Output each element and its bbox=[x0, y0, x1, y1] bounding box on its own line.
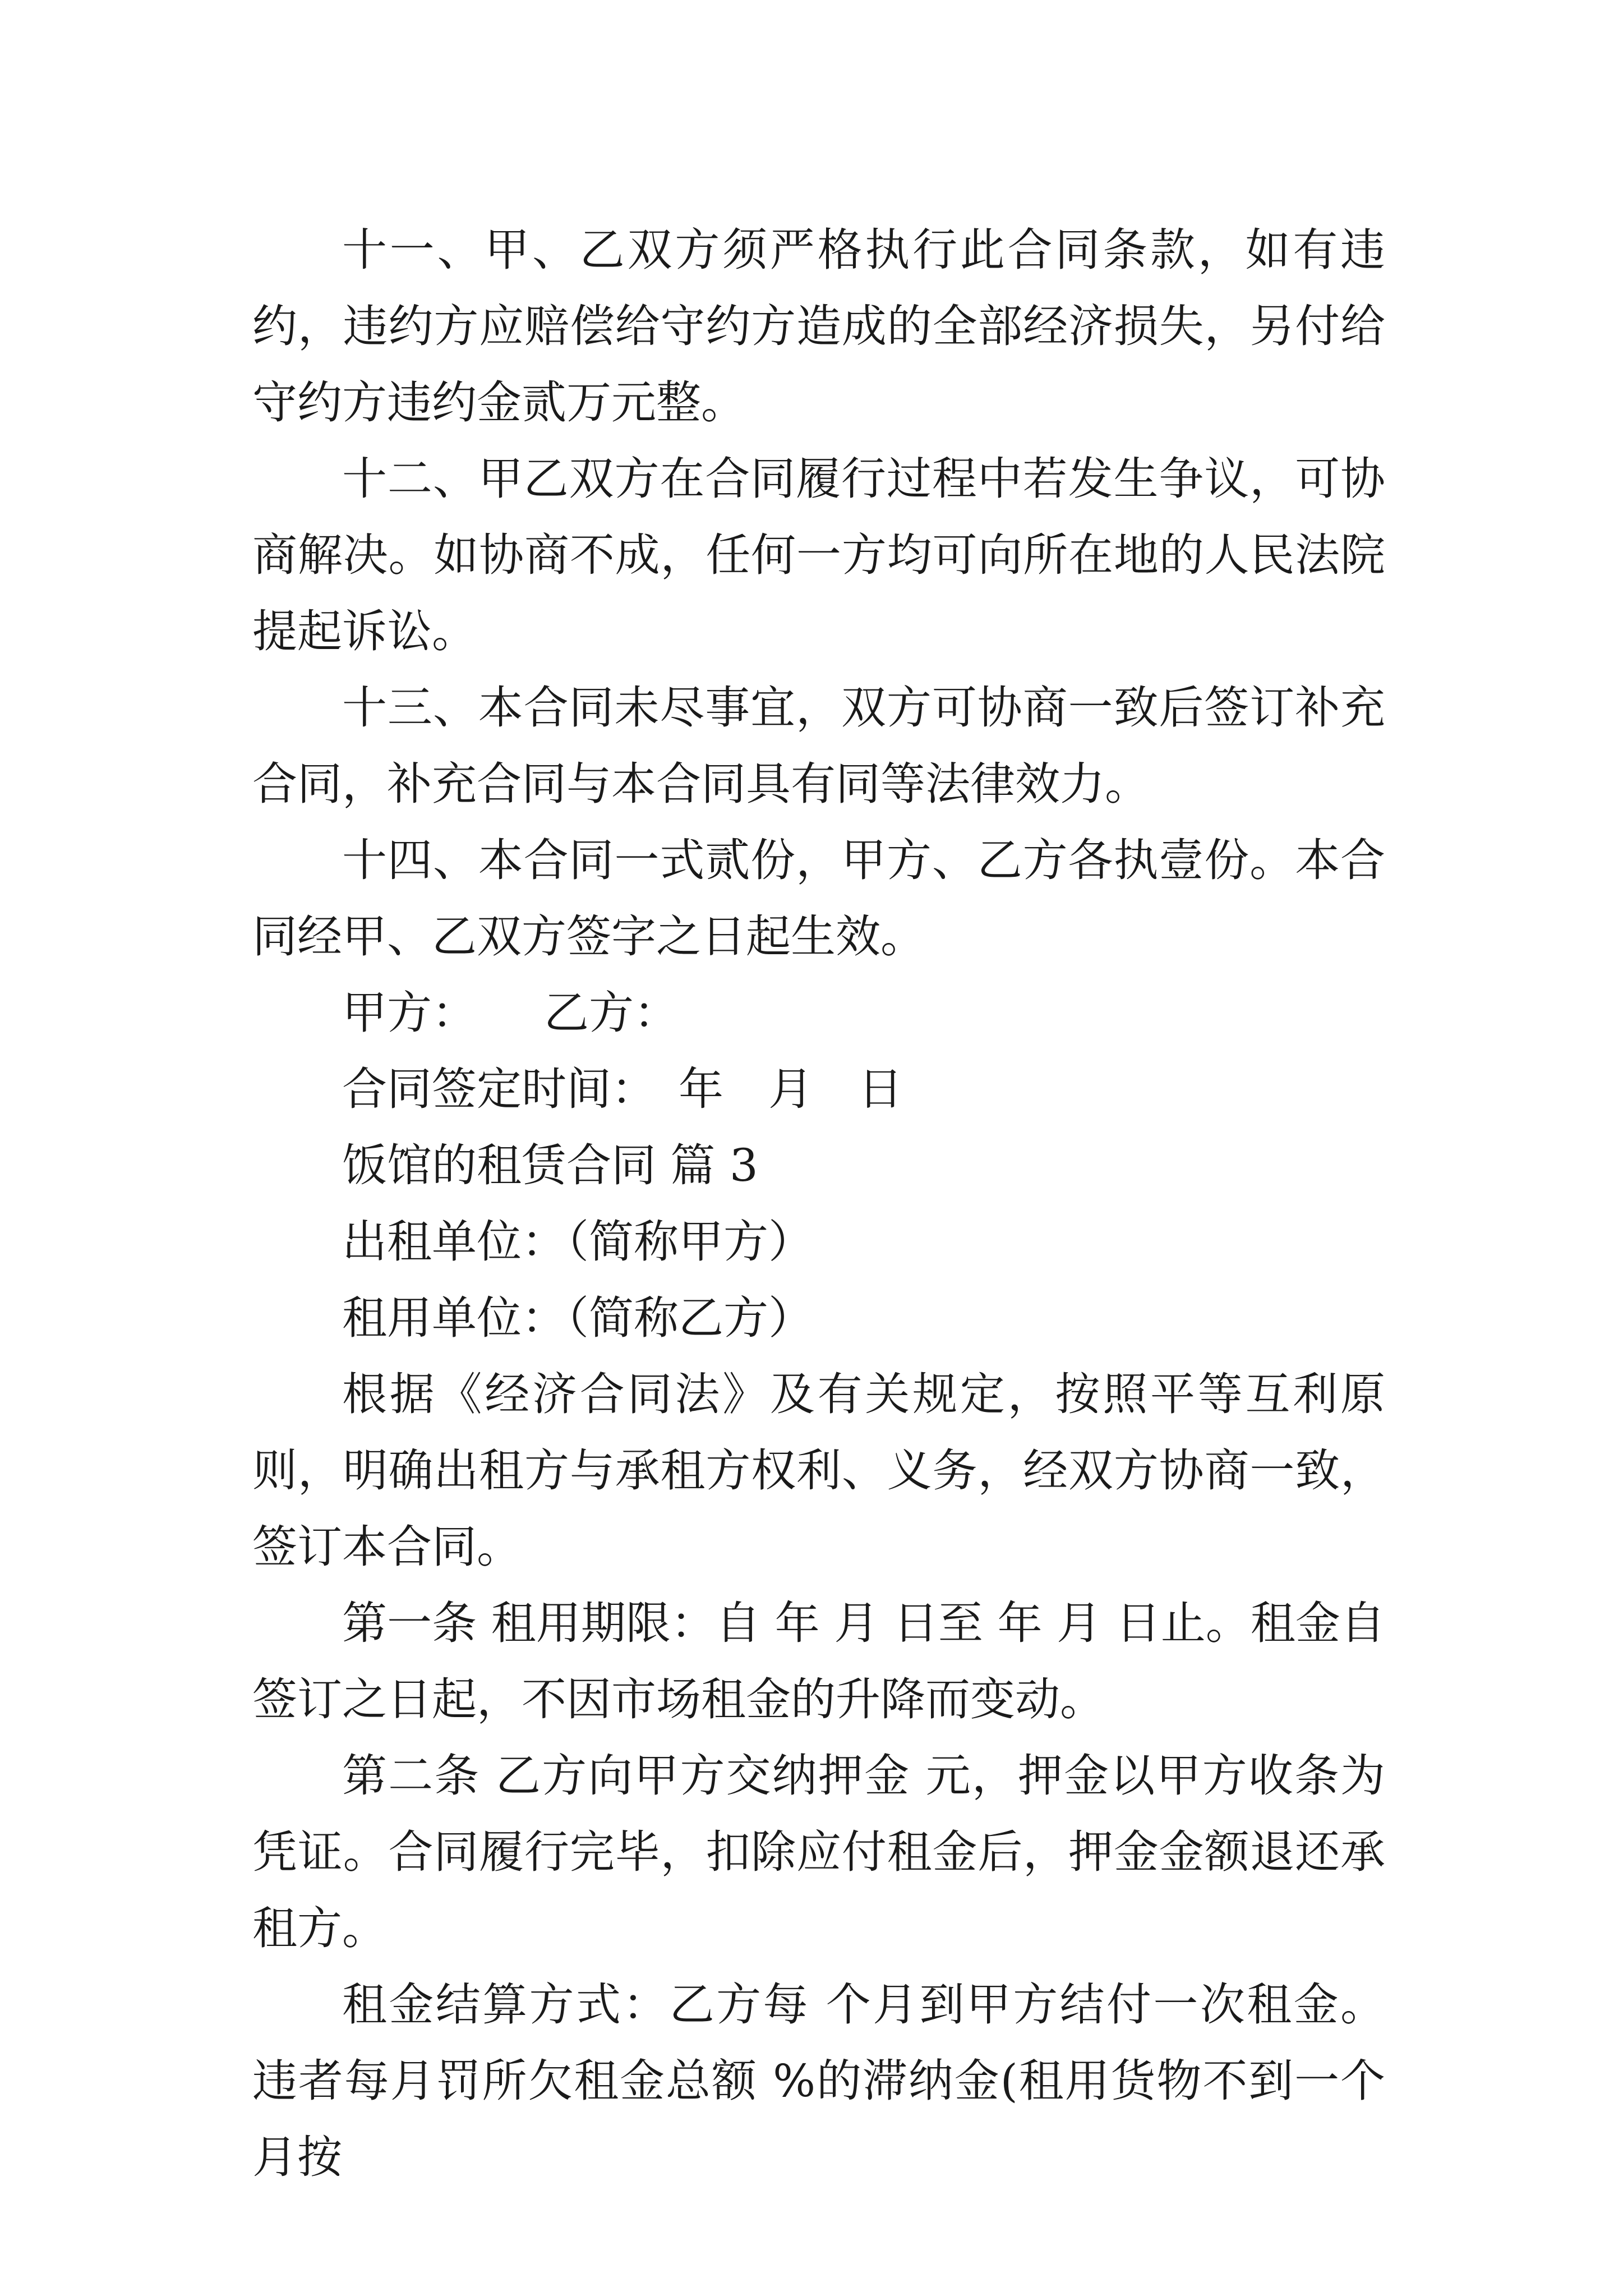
signature-parties: 甲方： 乙方： bbox=[342, 987, 679, 1039]
section-title: 饭馆的租赁合同 篇 3 bbox=[342, 1139, 758, 1191]
article-one: 第一条 租用期限：自 年 月 日至 年 月 日止。租金自签订之日起，不因市场租金的升降而变动。 bbox=[252, 1597, 1385, 1726]
preamble: 根据《经济合同法》及有关规定，按照平等互利原则，明确出租方与承租方权利、义务，经双方协商一致，签订本合同。 bbox=[252, 1368, 1385, 1573]
clause-twelve: 十二、甲乙双方在合同履行过程中若发生争议，可协商解决。如协商不成，任何一方均可向所在地的人民法院提起诉讼。 bbox=[252, 453, 1385, 657]
signing-date: 合同签定时间： 年 月 日 bbox=[342, 1063, 903, 1115]
rent-settlement: 租金结算方式：乙方每 个月到甲方结付一次租金。违者每月罚所欠租金总额 %的滞纳金(租用货物不到一个月按 bbox=[252, 1978, 1385, 2183]
clause-eleven: 十一、甲、乙双方须严格执行此合同条款，如有违约，违约方应赔偿给守约方造成的全部经济损失，另付给守约方违约金贰万元整。 bbox=[252, 224, 1385, 429]
lessor-unit: 出租单位：（简称甲方） bbox=[342, 1216, 813, 1268]
clause-thirteen: 十三、本合同未尽事宜，双方可协商一致后签订补充合同，补充合同与本合同具有同等法律效力。 bbox=[252, 682, 1385, 810]
clause-fourteen: 十四、本合同一式贰份，甲方、乙方各执壹份。本合同经甲、乙双方签字之日起生效。 bbox=[252, 834, 1385, 963]
lessee-unit: 租用单位：（简称乙方） bbox=[342, 1292, 813, 1344]
document-body bbox=[252, 212, 1385, 2196]
article-two: 第二条 乙方向甲方交纳押金 元，押金以甲方收条为凭证。合同履行完毕，扣除应付租金后，押金金额退还承租方。 bbox=[252, 1750, 1385, 1954]
